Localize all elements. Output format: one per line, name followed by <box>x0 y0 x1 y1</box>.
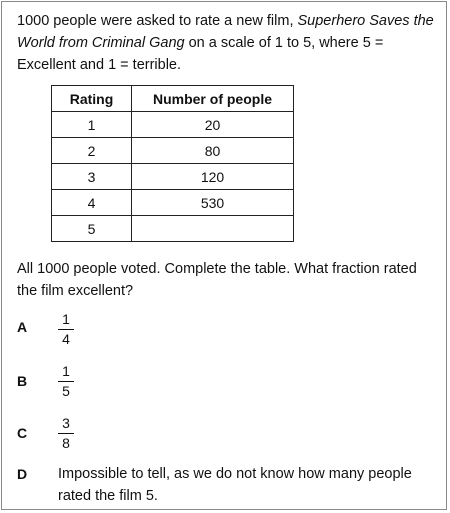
rating-cell: 3 <box>52 164 132 190</box>
rating-cell: 2 <box>52 138 132 164</box>
fraction-bar <box>58 433 74 434</box>
problem-intro <box>17 10 437 76</box>
option-a-numerator: 1 <box>62 311 70 327</box>
count-cell-blank <box>132 216 294 242</box>
film-title: Superhero Saves the World from Criminal Gang <box>17 13 434 51</box>
table-row <box>52 190 294 216</box>
rating-cell: 1 <box>52 112 132 138</box>
option-a-denominator: 4 <box>62 331 70 347</box>
option-c-numerator: 3 <box>62 415 70 431</box>
option-b-fraction <box>58 363 74 400</box>
table-row <box>52 138 294 164</box>
intro-text-start: 1000 people were asked to rate a new film, <box>17 13 298 29</box>
count-cell: 20 <box>132 112 294 138</box>
option-b-numerator: 1 <box>62 363 70 379</box>
option-c-denominator: 8 <box>62 435 70 451</box>
intro-text-end: on a scale of 1 to 5, where 5 = Excellent and 1 = terrible. <box>17 35 384 73</box>
ratings-table <box>51 85 294 242</box>
column-header-rating: Rating <box>52 86 132 112</box>
count-cell: 120 <box>132 164 294 190</box>
count-cell: 530 <box>132 190 294 216</box>
column-header-number-of-people: Number of people <box>132 86 294 112</box>
table-row <box>52 112 294 138</box>
count-cell: 80 <box>132 138 294 164</box>
fraction-bar <box>58 329 74 330</box>
option-d-text: Impossible to tell, as we do not know how many people rated the film 5. <box>58 466 412 504</box>
option-c-fraction <box>58 415 74 452</box>
option-d-letter: D <box>17 466 28 482</box>
option-c-letter: C <box>17 425 28 441</box>
table-row <box>52 216 294 242</box>
option-a-letter: A <box>17 319 28 335</box>
question-text: All 1000 people voted. Complete the table. What fraction rated the film excellent? <box>17 261 417 299</box>
option-b-letter: B <box>17 373 28 389</box>
table-header-row <box>52 86 294 112</box>
option-b-denominator: 5 <box>62 383 70 399</box>
rating-cell: 4 <box>52 190 132 216</box>
table-row <box>52 164 294 190</box>
fraction-bar <box>58 381 74 382</box>
rating-cell: 5 <box>52 216 132 242</box>
option-a-fraction <box>58 311 74 348</box>
